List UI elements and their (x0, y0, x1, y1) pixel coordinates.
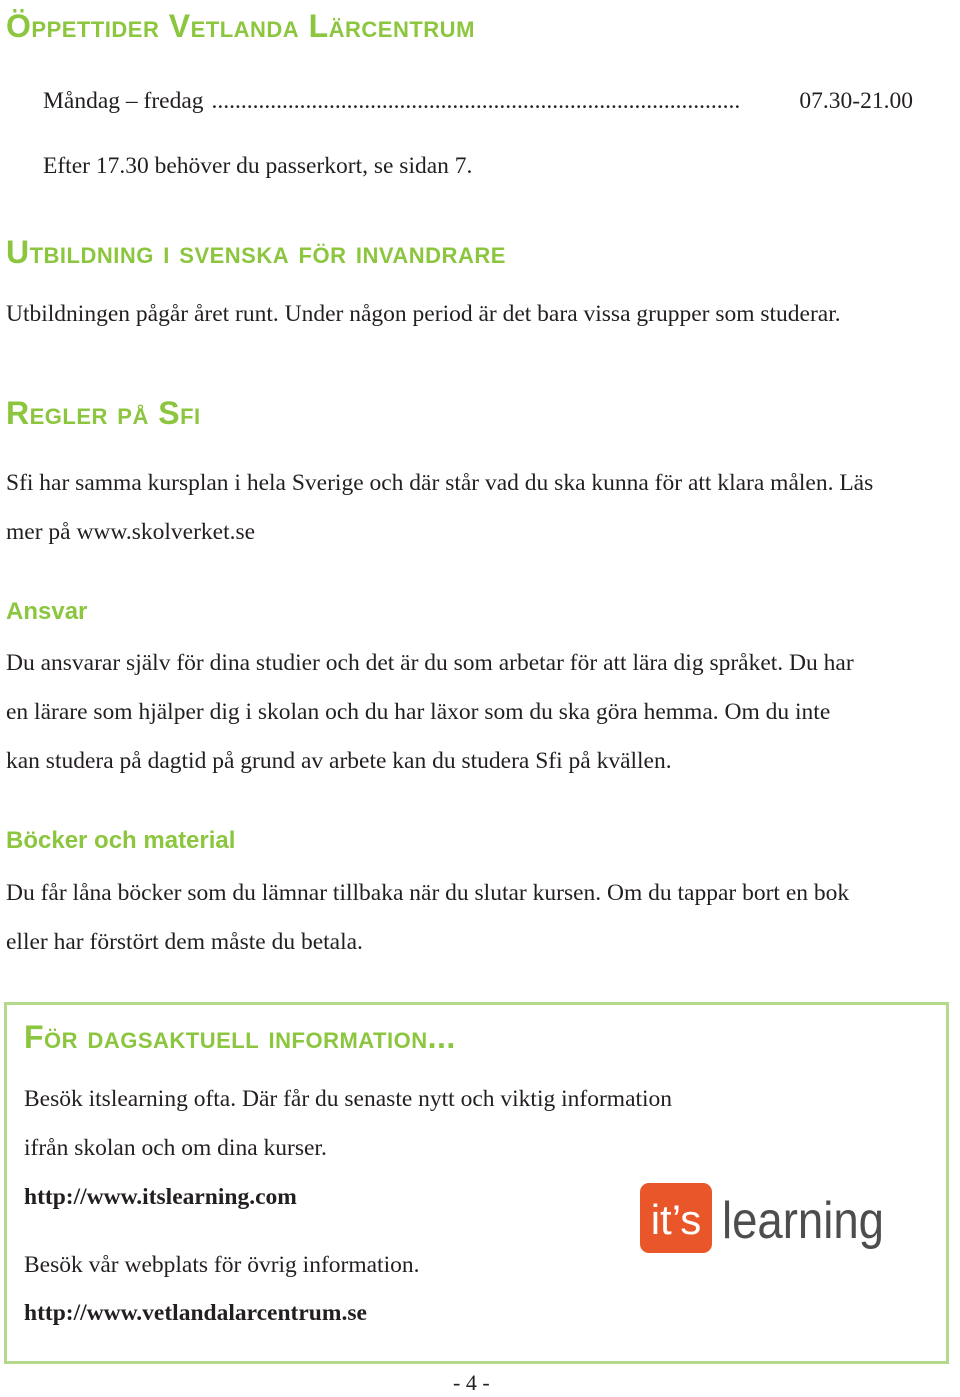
ansvar-heading: Ansvar (6, 598, 88, 625)
rules-line-1: Sfi har samma kursplan i hela Sverige och där står vad du ska kunna för att klara målen. Läs (6, 470, 874, 496)
hours-row (43, 88, 913, 115)
hours-time: 07.30-21.00 (799, 88, 913, 114)
itslearning-link[interactable]: http://www.itslearning.com (24, 1184, 297, 1210)
ansvar-line-2: en lärare som hjälper dig i skolan och du har läxor som du ska göra hemma. Om du inte (6, 699, 831, 725)
itslearning-logo (638, 1180, 888, 1258)
hours-note: Efter 17.30 behöver du passerkort, se sidan 7. (43, 153, 473, 179)
itslearning-logo-graphic (638, 1180, 888, 1258)
rules-heading: Regler på Sfi (6, 395, 201, 431)
ansvar-line-3: kan studera på dagtid på grund av arbete kan du studera Sfi på kvällen. (6, 748, 672, 774)
books-line-2: eller har förstört dem måste du betala. (6, 929, 363, 955)
hours-heading: Öppettider Vetlanda Lärcentrum (6, 8, 475, 44)
ansvar-line-1: Du ansvarar själv för dina studier och det är du som arbetar för att lära dig språket. Du har (6, 650, 854, 676)
sfi-heading: Utbildning i svenska för invandrare (6, 234, 506, 270)
hours-leader-dots: .......................................................................................... (211, 88, 741, 114)
info-line-1: Besök itslearning ofta. Där får du senaste nytt och viktig information (24, 1086, 673, 1112)
sfi-text: Utbildningen pågår året runt. Under någon period är det bara vissa grupper som studerar. (6, 301, 841, 327)
books-line-1: Du får låna böcker som du lämnar tillbaka när du slutar kursen. Om du tappar bort en bok (6, 880, 850, 906)
info-heading: För dagsaktuell information... (24, 1019, 456, 1055)
books-heading: Böcker och material (6, 827, 236, 854)
logo-word-text: learning (722, 1192, 884, 1250)
logo-mark-text: it’s (650, 1196, 702, 1243)
info-line-2: ifrån skolan och om dina kurser. (24, 1135, 327, 1161)
info-line-3: Besök vår webplats för övrig information. (24, 1252, 420, 1278)
hours-days: Måndag – fredag (43, 88, 204, 114)
vetlanda-link[interactable]: http://www.vetlandalarcentrum.se (24, 1300, 367, 1326)
page-number: - 4 - (453, 1370, 490, 1395)
rules-line-2: mer på www.skolverket.se (6, 519, 256, 545)
